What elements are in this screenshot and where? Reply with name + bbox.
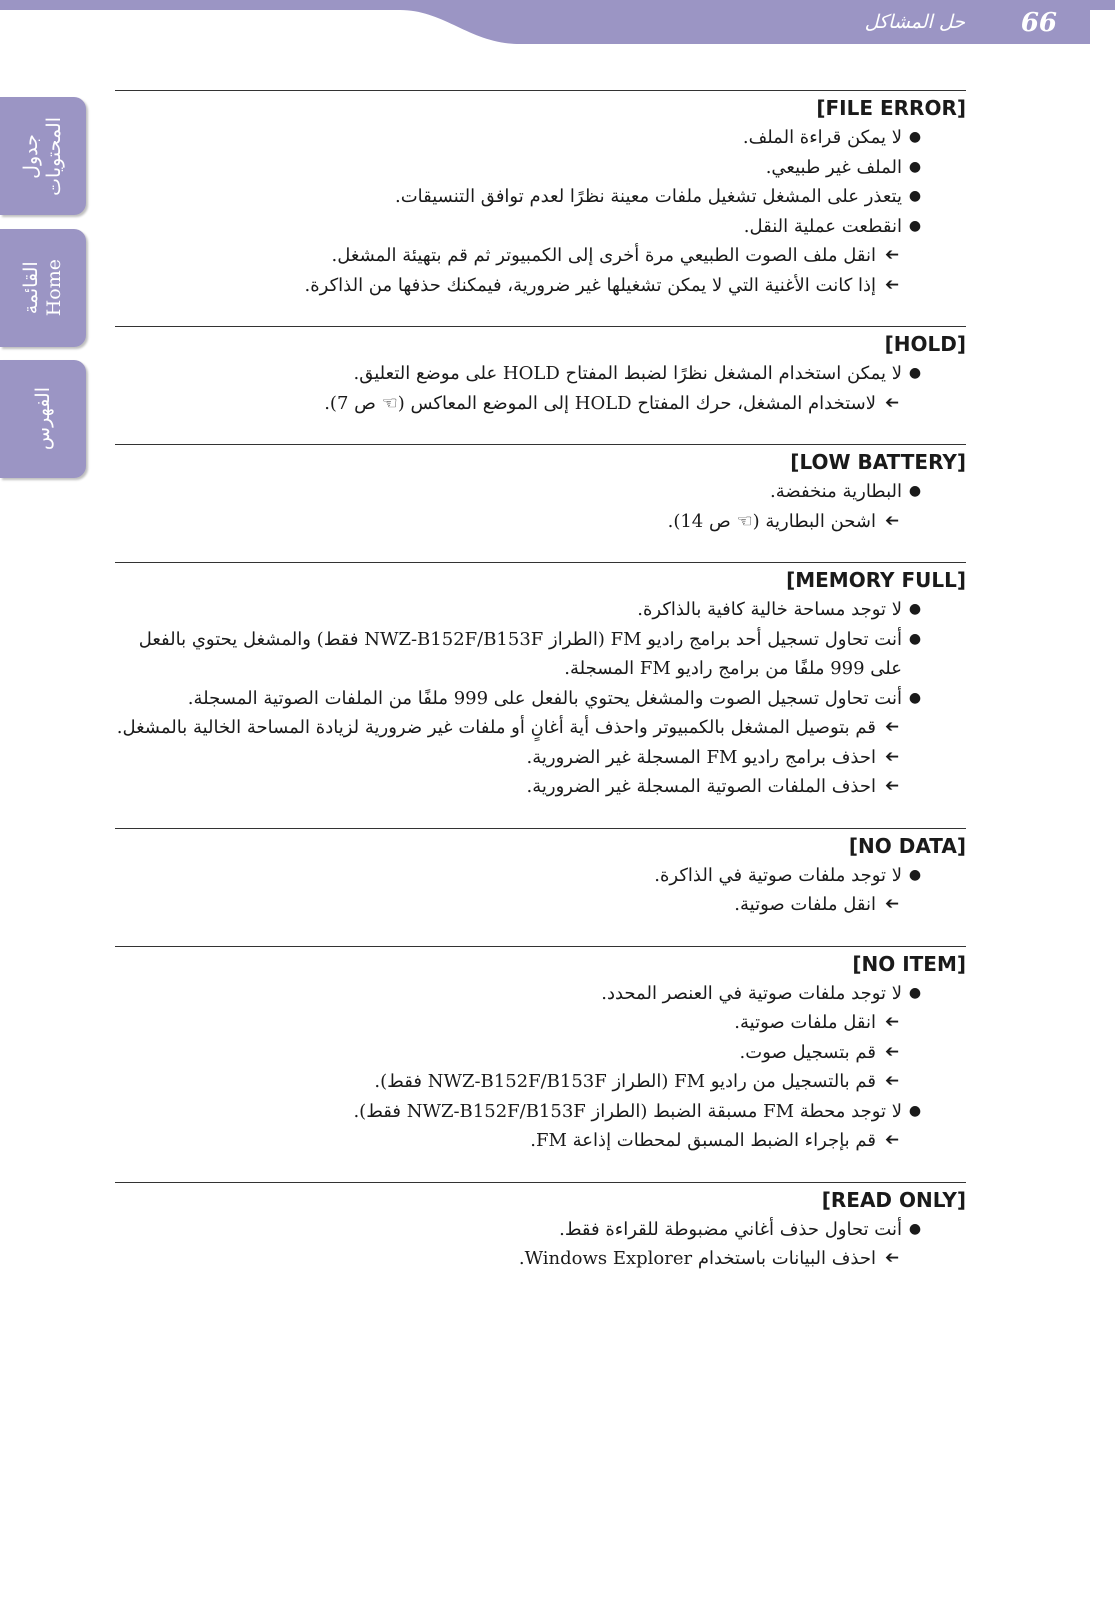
- cause-line: [115, 595, 966, 625]
- bullet-icon: ●: [908, 866, 922, 883]
- remedy-line: [115, 890, 966, 920]
- line-text: لا توجد مساحة خالية كافية بالذاكرة.: [637, 599, 902, 620]
- message-section: [115, 90, 966, 300]
- line-text: الملف غير طبيعي.: [765, 156, 902, 178]
- arrow-left-icon: ➔: [884, 776, 900, 796]
- arrow-left-icon: ➔: [884, 392, 900, 413]
- line-text: لا يمكن استخدام المشغل نظرًا لضبط المفتاح HOLD على موضع التعليق.: [353, 363, 902, 384]
- bullet-icon: ●: [908, 984, 922, 1001]
- line-text: لا توجد محطة FM مسبقة الضبط (الطراز NWZ-B152F/B153F فقط).: [353, 1100, 902, 1122]
- arrow-left-icon: ➔: [884, 717, 900, 737]
- remedy-line: [115, 772, 966, 802]
- bullet-icon: ●: [908, 188, 922, 204]
- cause-line: [115, 654, 966, 684]
- line-text: أنت تحاول تسجيل أحد برامج راديو FM (الطراز NWZ-B152F/B153F فقط) والمشغل يحتوي بالفعل: [138, 628, 902, 650]
- remedy-line: [115, 713, 966, 743]
- section-heading: [MEMORY FULL]: [786, 568, 966, 592]
- bullet-icon: ●: [908, 630, 922, 647]
- section-heading: [NO ITEM]: [852, 951, 966, 976]
- section-heading: [NO DATA]: [848, 833, 966, 858]
- line-text: انقل ملف الصوت الطبيعي مرة أخرى إلى الكمبيوتر ثم قم بتهيئة المشغل.: [331, 245, 876, 266]
- bullet-icon: ●: [908, 129, 922, 145]
- cause-line: [115, 979, 966, 1009]
- section-heading: [LOW BATTERY]: [790, 450, 966, 474]
- line-text: قم بالتسجيل من راديو FM (الطراز NWZ-B152F/B153F فقط).: [374, 1071, 876, 1092]
- line-text: لا توجد ملفات صوتية في الذاكرة.: [654, 864, 902, 886]
- tab-home-menu[interactable]: [0, 229, 86, 347]
- arrow-left-icon: ➔: [884, 1248, 900, 1268]
- cause-line: [115, 625, 966, 655]
- line-text: على 999 ملفًا من برامج راديو FM المسجلة.: [564, 658, 902, 679]
- line-text: أنت تحاول حذف أغاني مضبوطة للقراءة فقط.: [559, 1218, 902, 1240]
- remedy-line: [115, 1244, 966, 1274]
- cause-line: [115, 477, 966, 507]
- arrow-left-icon: ➔: [884, 746, 900, 767]
- cause-line: [115, 1097, 966, 1127]
- tab-index-label: الفهرس: [31, 387, 54, 451]
- cause-line: [115, 153, 966, 183]
- arrow-left-icon: ➔: [884, 1130, 900, 1150]
- line-text: اشحن البطارية (☜ ص 14).: [667, 510, 876, 532]
- cause-line: [115, 212, 966, 242]
- line-text: احذف برامج راديو FM المسجلة غير الضرورية.: [526, 746, 876, 768]
- remedy-line: [115, 1038, 966, 1068]
- cause-line: [115, 182, 966, 212]
- line-text: أنت تحاول تسجيل الصوت والمشغل يحتوي بالفعل على 999 ملفًا من الملفات الصوتية المسجلة.: [187, 687, 902, 709]
- cause-line: [115, 684, 966, 714]
- remedy-line: [115, 507, 966, 537]
- remedy-line: [115, 271, 966, 301]
- message-section: [115, 562, 966, 802]
- section-title: حل المشاكل: [864, 11, 965, 33]
- remedy-line: [115, 1126, 966, 1156]
- message-section: [115, 946, 966, 1156]
- line-text: احذف الملفات الصوتية المسجلة غير الضرورية.: [526, 776, 876, 797]
- message-section: [115, 444, 966, 536]
- arrow-left-icon: ➔: [884, 1012, 900, 1032]
- line-text: احذف البيانات باستخدام Windows Explorer.: [518, 1248, 876, 1269]
- line-text: لاستخدام المشغل، حرك المفتاح HOLD إلى الموضع المعاكس (☜ ص 7).: [324, 392, 876, 414]
- section-heading: [HOLD]: [884, 332, 966, 356]
- arrow-left-icon: ➔: [884, 245, 900, 265]
- arrow-left-icon: ➔: [884, 1071, 900, 1091]
- cause-line: [115, 1215, 966, 1245]
- cause-line: [115, 359, 966, 389]
- remedy-line: [115, 241, 966, 271]
- bullet-icon: ●: [908, 689, 922, 706]
- tab-table-of-contents[interactable]: [0, 97, 86, 215]
- cause-line: [115, 123, 966, 153]
- bullet-icon: ●: [908, 1220, 922, 1237]
- line-text: البطارية منخفضة.: [769, 481, 902, 502]
- remedy-line: [115, 1067, 966, 1097]
- line-text: قم بتوصيل المشغل بالكمبيوتر واحذف أية أغانٍ أو ملفات غير ضرورية لزيادة المساحة الخالية بالمشغل.: [116, 717, 876, 738]
- arrow-left-icon: ➔: [884, 274, 900, 295]
- tab-index[interactable]: [0, 360, 86, 478]
- line-text: انقل ملفات صوتية.: [734, 894, 876, 915]
- cause-line: [115, 861, 966, 891]
- bullet-icon: ●: [908, 365, 922, 381]
- arrow-left-icon: ➔: [884, 1041, 900, 1062]
- line-text: لا يمكن قراءة الملف.: [742, 127, 902, 148]
- line-text: انقل ملفات صوتية.: [734, 1012, 876, 1033]
- section-heading: [READ ONLY]: [821, 1187, 966, 1212]
- arrow-left-icon: ➔: [884, 510, 900, 531]
- bullet-icon: ●: [908, 1102, 922, 1119]
- line-text: إذا كانت الأغنية التي لا يمكن تشغيلها غير ضرورية، فيمكنك حذفها من الذاكرة.: [304, 274, 876, 296]
- line-text: قم بتسجيل صوت.: [739, 1041, 876, 1063]
- tab-home-menu-label: القائمة Home: [20, 259, 65, 317]
- section-heading: [FILE ERROR]: [816, 96, 966, 120]
- remedy-line: [115, 389, 966, 419]
- message-section: [115, 1182, 966, 1274]
- message-section: [115, 326, 966, 418]
- message-section: [115, 828, 966, 920]
- header-band: [0, 0, 1115, 46]
- bullet-icon: ●: [908, 483, 922, 499]
- bullet-icon: ●: [908, 217, 922, 234]
- line-text: انقطعت عملية النقل.: [743, 215, 902, 237]
- remedy-line: [115, 743, 966, 773]
- remedy-line: [115, 1008, 966, 1038]
- bullet-icon: ●: [908, 158, 922, 175]
- line-text: قم بإجراء الضبط المسبق لمحطات إذاعة FM.: [530, 1130, 876, 1151]
- bullet-icon: ●: [908, 601, 922, 617]
- message-list: [115, 90, 966, 1300]
- line-text: يتعذر على المشغل تشغيل ملفات معينة نظرًا لعدم توافق التنسيقات.: [394, 186, 902, 207]
- line-text: لا توجد ملفات صوتية في العنصر المحدد.: [601, 982, 902, 1004]
- tab-table-of-contents-label: جدول المحتويات: [20, 116, 65, 196]
- arrow-left-icon: ➔: [884, 894, 900, 914]
- page-number: 66: [1020, 8, 1057, 38]
